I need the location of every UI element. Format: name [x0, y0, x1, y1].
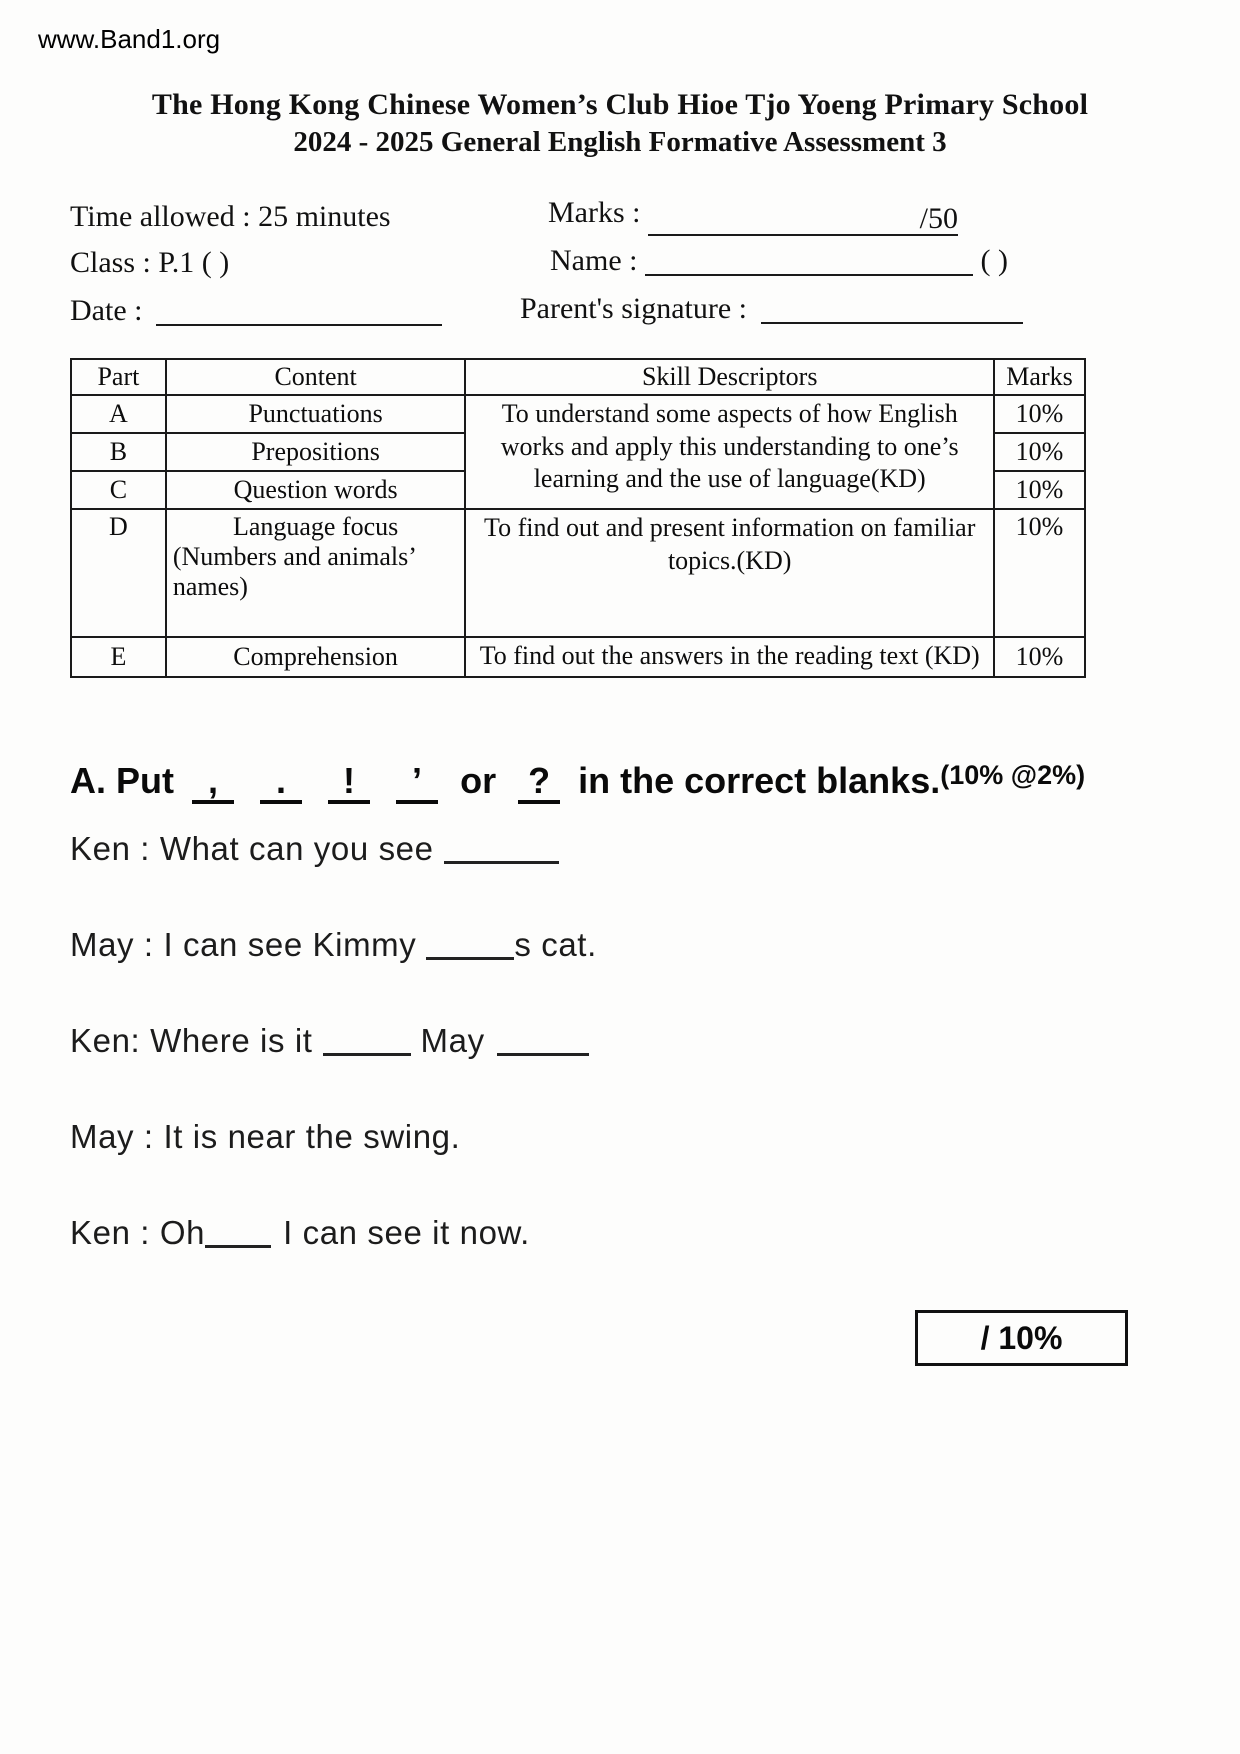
- signature-label: Parent's signature :: [520, 292, 748, 325]
- spec-row-d: [71, 509, 1085, 637]
- speaker-3: Ken:: [70, 1022, 141, 1059]
- marks-d: 10%: [994, 509, 1085, 637]
- answer-blank-3: [323, 1026, 411, 1056]
- line-2-post: s cat.: [514, 926, 597, 963]
- date-label: Date :: [70, 294, 143, 327]
- assessment-spec-table: [70, 358, 1086, 678]
- class-label: Class :: [70, 246, 151, 279]
- content-d: [166, 509, 466, 637]
- dialogue-line-1: [70, 830, 559, 868]
- line-3-pre: Where is it: [150, 1022, 313, 1059]
- time-allowed-label: Time allowed :: [70, 200, 251, 233]
- dialogue-line-3: [70, 1022, 589, 1060]
- time-allowed-value: 25 minutes: [258, 200, 391, 233]
- answer-blank-2: [426, 930, 514, 960]
- part-b: B: [71, 433, 166, 471]
- skill-e: To find out the answers in the reading text (KD): [465, 637, 994, 677]
- marks-row: [548, 196, 958, 236]
- skill-abc: To understand some aspects of how English works and apply this understanding to one’s learning and the use of language(KD): [465, 395, 994, 509]
- section-a-score-box: / 10%: [915, 1310, 1128, 1366]
- content-b: Prepositions: [166, 433, 466, 471]
- or-word: or: [460, 760, 497, 801]
- name-blank-line: [645, 242, 973, 276]
- date-blank-line: [156, 292, 442, 326]
- line-5-pre: Oh: [159, 1214, 206, 1251]
- col-skill-descriptors: Skill Descriptors: [465, 359, 994, 395]
- punct-exclamation: !: [328, 762, 370, 804]
- marks-c: 10%: [994, 471, 1085, 509]
- assessment-title: 2024 - 2025 General English Formative Assessment 3: [293, 126, 947, 158]
- spec-row-e: [71, 637, 1085, 677]
- marks-blank-line: /50: [648, 202, 958, 236]
- site-watermark: www.Band1.org: [38, 24, 221, 54]
- punct-period: .: [260, 762, 302, 804]
- speaker-2: May :: [70, 926, 154, 963]
- part-c: C: [71, 471, 166, 509]
- marks-label: Marks :: [548, 196, 641, 229]
- class-value: P.1 ( ): [158, 246, 230, 279]
- content-d-line2: (Numbers and animals’: [172, 542, 417, 571]
- part-d: D: [71, 509, 166, 637]
- line-2-pre: I can see Kimmy: [163, 926, 417, 963]
- dialogue-line-2: [70, 926, 597, 964]
- line-4-text: It is near the swing.: [163, 1118, 461, 1155]
- dialogue-line-5: [70, 1214, 530, 1252]
- name-label: Name :: [550, 244, 638, 277]
- content-d-line1: Language focus: [232, 512, 399, 541]
- col-content: Content: [166, 359, 466, 395]
- line-3-mid: May: [420, 1022, 485, 1059]
- punct-question: ?: [518, 762, 560, 804]
- skill-d: To find out and present information on familiar topics.(KD): [465, 509, 994, 637]
- marks-b: 10%: [994, 433, 1085, 471]
- school-name: The Hong Kong Chinese Women’s Club Hioe Tjo Yoeng Primary School: [151, 88, 1089, 121]
- marks-a: 10%: [994, 395, 1085, 433]
- spec-header-row: [71, 359, 1085, 395]
- content-a: Punctuations: [166, 395, 466, 433]
- section-a-suffix: in the correct blanks.: [578, 760, 941, 801]
- content-c: Question words: [166, 471, 466, 509]
- content-d-line3: names): [172, 572, 248, 601]
- signature-row: [520, 290, 1023, 326]
- dialogue-line-4: [70, 1118, 460, 1156]
- line-1-text: What can you see: [159, 830, 434, 867]
- answer-blank-4: [497, 1026, 589, 1056]
- content-e: Comprehension: [166, 637, 466, 677]
- section-a-weight: (10% @2%): [940, 760, 1086, 790]
- answer-blank-1: [444, 834, 559, 864]
- signature-blank-line: [761, 290, 1023, 324]
- part-e: E: [71, 637, 166, 677]
- section-a-heading: [70, 760, 1190, 804]
- time-allowed-row: [70, 200, 391, 234]
- name-class-parens: ( ): [980, 244, 1008, 277]
- answer-blank-5: [205, 1218, 271, 1248]
- name-row: [550, 242, 1008, 278]
- marks-e: 10%: [994, 637, 1085, 677]
- speaker-4: May :: [70, 1118, 154, 1155]
- part-a: A: [71, 395, 166, 433]
- line-5-post: I can see it now.: [283, 1214, 530, 1251]
- punct-apostrophe: ’: [396, 762, 438, 804]
- speaker-1: Ken :: [70, 830, 151, 867]
- class-row: [70, 246, 229, 280]
- date-row: [70, 292, 442, 328]
- col-marks: Marks: [994, 359, 1085, 395]
- spec-row-a: [71, 395, 1085, 433]
- punct-comma: ,: [192, 762, 234, 804]
- speaker-5: Ken :: [70, 1214, 151, 1251]
- section-a-prefix: A. Put: [70, 760, 174, 801]
- col-part: Part: [71, 359, 166, 395]
